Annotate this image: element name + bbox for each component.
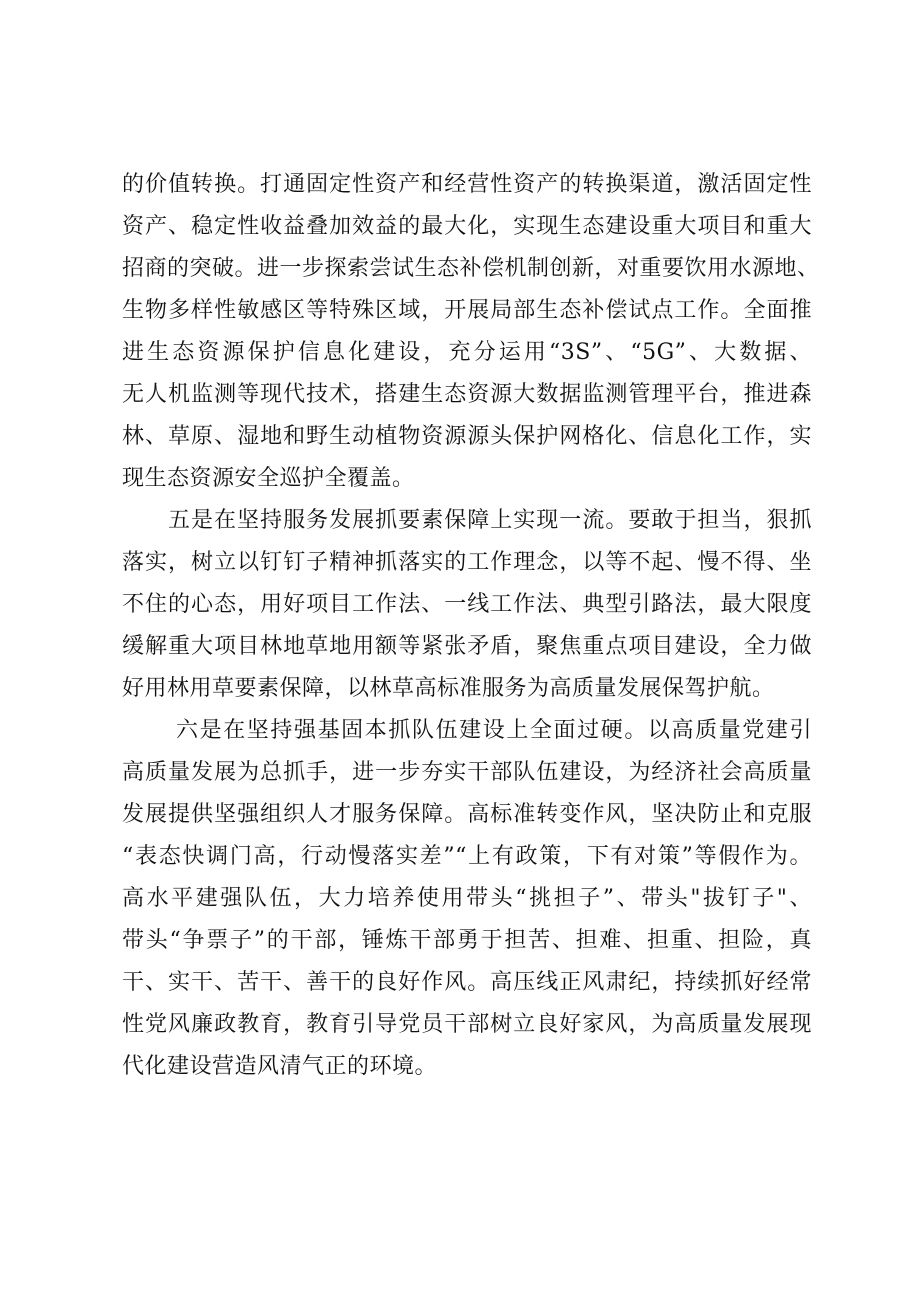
text-line: 进生态资源保护信息化建设，充分运用“3S”、“5G”、大数据、 (122, 340, 812, 365)
text-line: 生物多样性敏感区等特殊区域，开展局部生态补偿试点工作。全面推 (122, 298, 812, 323)
text-line: 林、草原、湿地和野生动植物资源源头保护网格化、信息化工作，实 (122, 424, 812, 449)
text-line: 现生态资源安全巡护全覆盖。 (122, 466, 415, 491)
text-line: 的价值转换。打通固定性资产和经营性资产的转换渠道，激活固定性 (122, 172, 812, 197)
text-line: 资产、稳定性收益叠加效益的最大化，实现生态建设重大项目和重大 (122, 214, 812, 239)
paragraph-point-six (122, 710, 812, 1088)
text-line: 好用林用草要素保障，以林草高标准服务为高质量发展保驾护航。 (122, 676, 775, 701)
text-line: 带头“争票子”的干部，锤炼干部勇于担苦、担难、担重、担险，真 (122, 928, 812, 953)
paragraph-heading-line: 六是在坚持强基固本抓队伍建设上全面过硬。以高质量党建引 (176, 718, 812, 743)
paragraph-point-five (122, 500, 812, 710)
text-line: 高质量发展为总抓手，进一步夯实干部队伍建设，为经济社会高质量 (122, 760, 812, 785)
paragraph-heading-line: 五是在坚持服务发展抓要素保障上实现一流。要敢于担当，狠抓 (168, 508, 812, 533)
text-line: 不住的心态，用好项目工作法、一线工作法、典型引路法，最大限度 (122, 592, 812, 617)
text-line: 高水平建强队伍，大力培养使用带头“挑担子”、带头"拔钉子"、 (122, 886, 812, 911)
text-line: 招商的突破。进一步探索尝试生态补偿机制创新，对重要饮用水源地、 (122, 256, 820, 281)
text-line: 干、实干、苦干、善干的良好作风。高压线正风肃纪，持续抓好经常 (122, 970, 812, 995)
text-line: 缓解重大项目林地草地用额等紧张矛盾，聚焦重点项目建设，全力做 (122, 634, 812, 659)
text-line: “表态快调门高，行动慢落实差”“上有政策，下有对策”等假作为。 (122, 844, 812, 869)
text-line: 发展提供坚强组织人才服务保障。高标准转变作风，坚决防止和克服 (122, 802, 812, 827)
document-body (122, 164, 820, 1088)
text-line: 落实，树立以钉钉子精神抓落实的工作理念，以等不起、慢不得、坐 (122, 550, 812, 575)
text-line: 性党风廉政教育，教育引导党员干部树立良好家风，为高质量发展现 (122, 1012, 812, 1037)
text-line: 代化建设营造风清气正的环境。 (122, 1054, 438, 1079)
paragraph-ecological-value (122, 164, 820, 500)
text-line: 无人机监测等现代技术，搭建生态资源大数据监测管理平台，推进森 (122, 382, 812, 407)
